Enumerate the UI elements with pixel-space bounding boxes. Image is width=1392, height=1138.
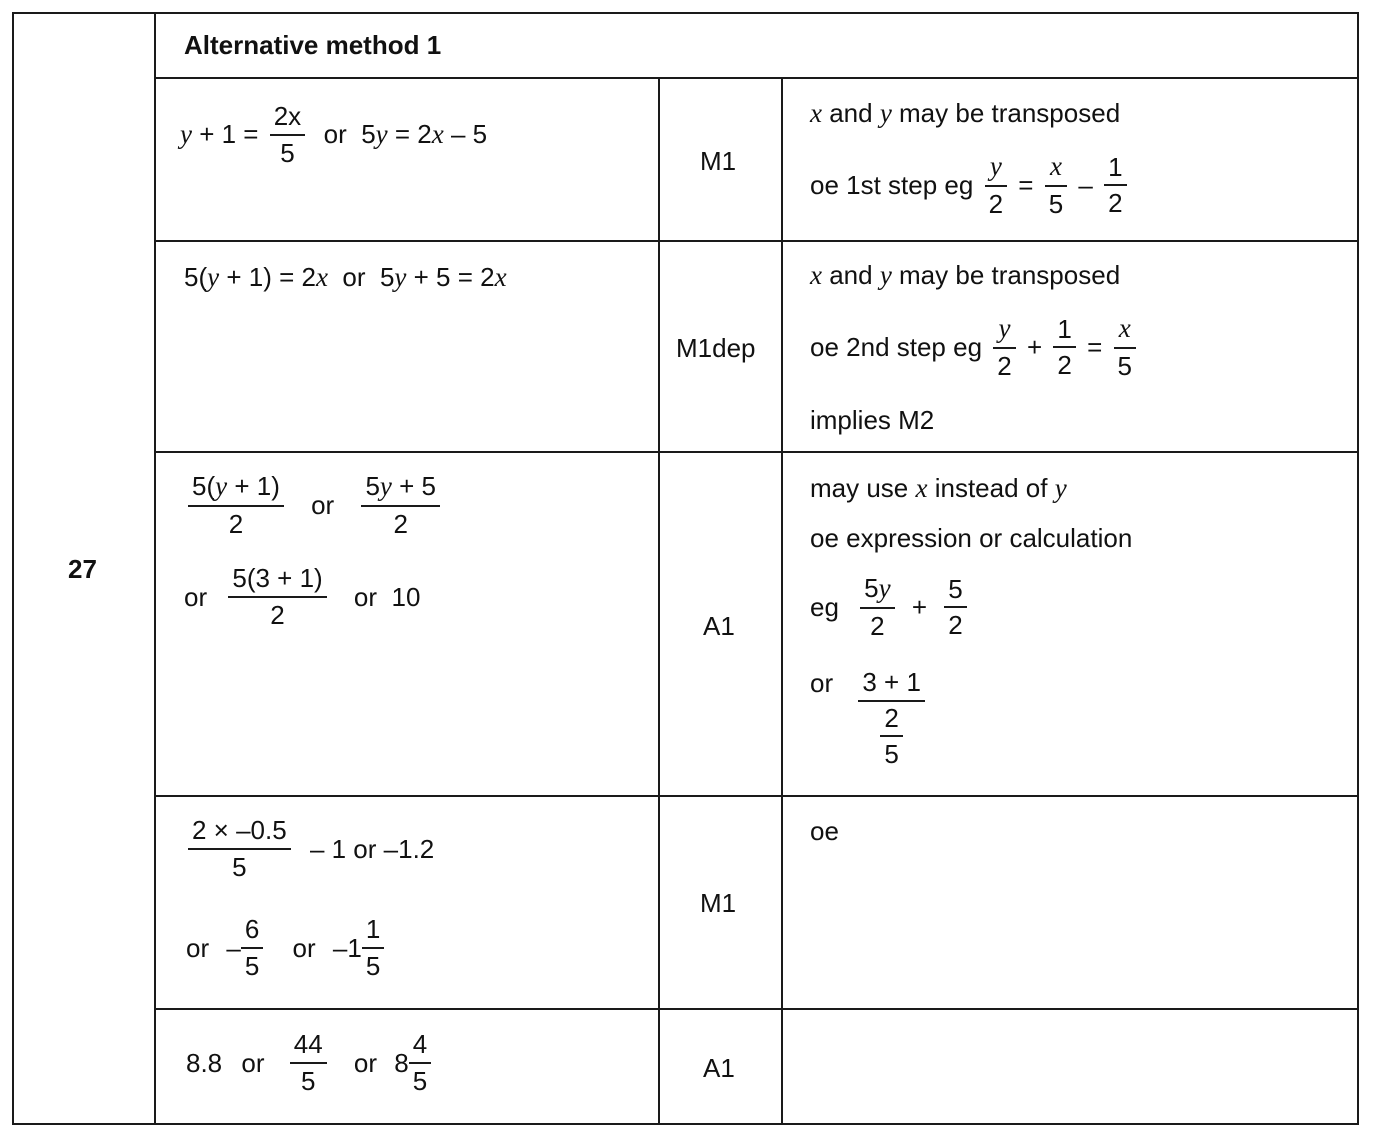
- fraction: $\frac{2x}{5}$: [270, 102, 305, 167]
- method-heading: Alternative method 1: [184, 30, 442, 60]
- row3-comment-compound-fraction: or $\frac{3 + 1}{\frac{2}{5}}$: [810, 668, 929, 769]
- row4-comment-line1: oe: [810, 816, 839, 846]
- row4-answer-line1: $\frac{2 \times -0.5}{5}$ – 1 or –1.2: [184, 816, 434, 881]
- row1-answer: y + 1 = $\frac{2x}{5}$ or 5y = 2x – 5: [180, 101, 488, 168]
- row-divider: [154, 240, 1359, 242]
- row2-mark: M1dep: [676, 333, 756, 363]
- row2-comment-line2: oe 2nd step eg $\frac{y}{2}$ + $\frac{1}{2}$ = $\frac{x}{5}$: [810, 314, 1140, 380]
- table-border-right: [1357, 12, 1359, 1125]
- mark-comment-divider: [781, 78, 783, 1125]
- row-divider: [154, 77, 1359, 79]
- row3-comment-line2: oe expression or calculation: [810, 523, 1133, 553]
- row1-comment-line1: x and y may be transposed: [810, 98, 1121, 128]
- row5-mark: A1: [703, 1053, 735, 1083]
- table-border-bottom: [12, 1123, 1359, 1125]
- table-border-top: [12, 12, 1359, 14]
- row-divider: [154, 451, 1359, 453]
- row2-comment-line1: x and y may be transposed: [810, 260, 1121, 290]
- question-number: 27: [68, 554, 97, 584]
- row1-mark: M1: [700, 146, 737, 176]
- row-divider: [154, 795, 1359, 797]
- answer-mark-divider: [658, 78, 660, 1125]
- question-column-divider: [154, 12, 156, 1125]
- row3-comment-line1: may use x instead of y: [810, 473, 1067, 503]
- row2-answer: 5(y + 1) = 2x or 5y + 5 = 2x: [184, 262, 507, 292]
- table-border-left: [12, 12, 14, 1125]
- row3-comment-eg: eg $\frac{5y}{2}$ + $\frac{5}{2}$: [810, 574, 971, 640]
- row3-answer-line2: or $\frac{5(3 + 1)}{2}$ or 10: [184, 563, 421, 630]
- row3-mark: A1: [703, 611, 735, 641]
- row3-answer-line1: $\frac{5(y + 1)}{2}$ or $\frac{5y + 5}{2}$: [184, 472, 444, 538]
- row-divider: [154, 1008, 1359, 1010]
- row4-mark: M1: [700, 888, 737, 918]
- row1-comment-line2: oe 1st step eg $\frac{y}{2}$ = $\frac{x}{5}$ – $\frac{1}{2}$: [810, 152, 1131, 218]
- row4-answer-line2: or – $\frac{6}{5}$ or –1 $\frac{1}{5}$: [186, 915, 388, 980]
- row2-comment-line3: implies M2: [810, 405, 935, 435]
- row5-answer: 8.8 or $\frac{44}{5}$ or 8 $\frac{4}{5}$: [186, 1030, 435, 1095]
